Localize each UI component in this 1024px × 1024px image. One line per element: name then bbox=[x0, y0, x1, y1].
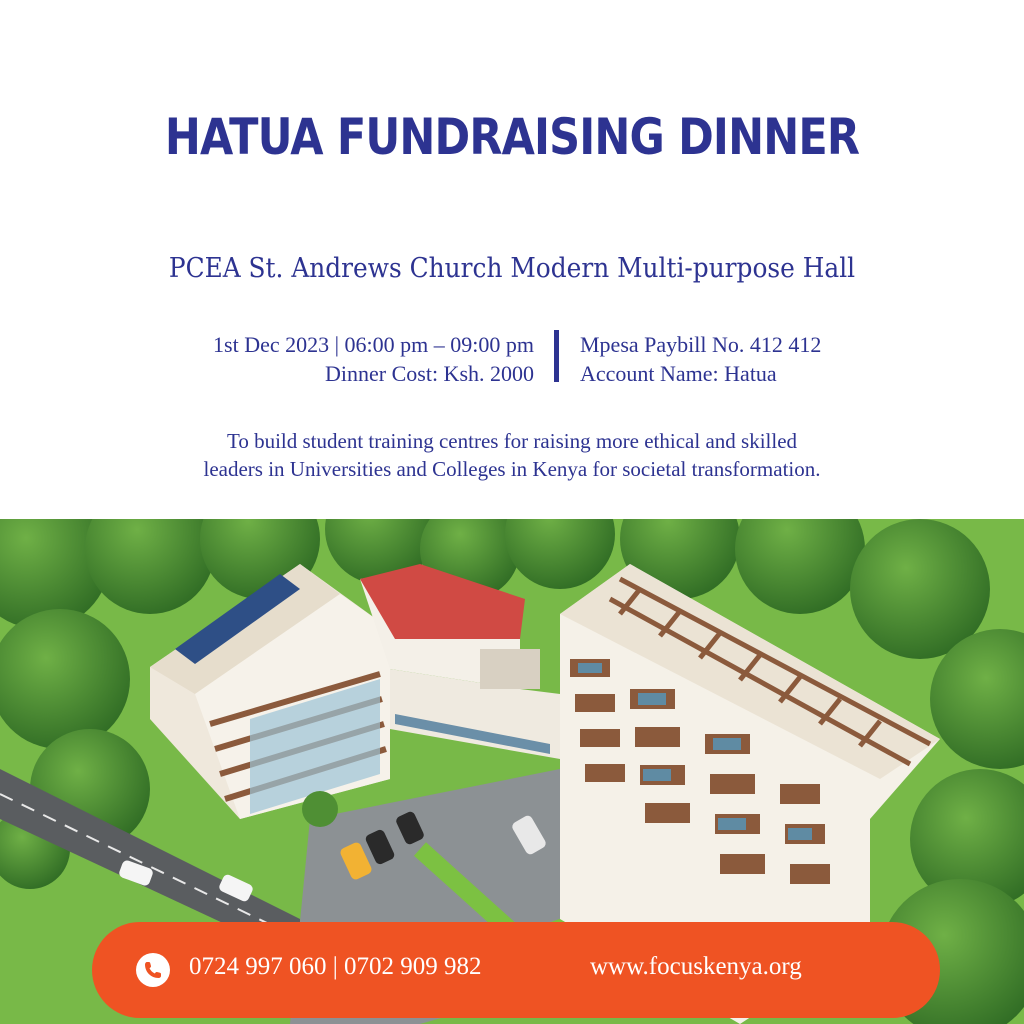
payment-details bbox=[580, 330, 821, 388]
dinner-cost: Dinner Cost: Ksh. 2000 bbox=[325, 361, 534, 386]
account-name: Account Name: Hatua bbox=[580, 361, 777, 386]
event-details bbox=[213, 330, 534, 388]
mission-statement bbox=[0, 427, 1024, 483]
mpesa-paybill: Mpesa Paybill No. 412 412 bbox=[580, 332, 822, 357]
phone-numbers: 0724 997 060 | 0702 909 982 bbox=[189, 953, 482, 980]
info-divider bbox=[554, 330, 559, 382]
phone-icon bbox=[136, 953, 170, 987]
mission-line-2: leaders in Universities and Colleges in Kenya for societal transformation. bbox=[203, 457, 821, 481]
venue-name: PCEA St. Andrews Church Modern Multi-purpose Hall bbox=[168, 253, 856, 284]
event-title: HATUA FUNDRAISING DINNER bbox=[164, 108, 860, 166]
website-link[interactable]: www.focuskenya.org bbox=[590, 953, 802, 980]
mission-line-1: To build student training centres for raising more ethical and skilled bbox=[226, 429, 798, 453]
event-date-time: 1st Dec 2023 | 06:00 pm – 09:00 pm bbox=[213, 332, 534, 357]
contact-bar bbox=[92, 922, 940, 1018]
